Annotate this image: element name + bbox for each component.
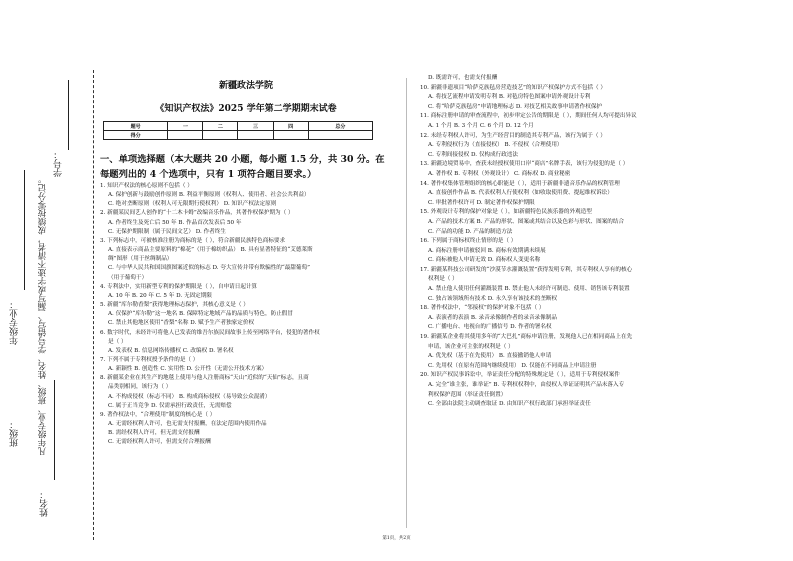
question-option: A. 优先权（基于在先使用） B. 直接撤销他人申请 [428,353,552,360]
question-option: A. 将技艺流程申请发明专利 B. 对毡房特色图案申请外观设计专利 [428,94,591,101]
question-option: C. 将“哈萨克族毡房”申请地理标志 D. 对技艺相关故事申请著作权保护 [428,103,603,110]
question-option: 绸”图形（用于丝绸制品） [108,256,173,263]
question-option: A. 仅保护“库尔勒”这一地名 B. 保障特定地域产品的品质与特色，防止假冒 [108,311,293,318]
question-option: A. 禁止他人使用任何灌溉装置 B. 禁止他人未经许可制造、使用、销售该专利装置 [428,286,630,293]
question-option: A. 发表权 B. 信息网络传播权 C. 改编权 D. 署名权 [108,347,234,354]
score-cell: 二 [203,122,238,131]
column-divider [406,78,407,528]
binding-margin [0,0,96,561]
question-option: C. 禁止其他地区使用“香梨”名称 D. 赋予生产者独家定价权 [108,320,255,327]
question-stem: 14. 著作权集体管理组织的核心职能是（ ），适用于新疆非遗音乐作品的权利管理 [420,180,620,187]
question-option: C. 先用权（在原有范围内继续使用） D. 仅能在不同商品上申请注册 [428,362,597,369]
score-cell: 一 [168,122,203,131]
binding-warning: 凡年级专业、班级、姓名、学号错写、漏写或字迹不清者，成绩按零分记。 [38,175,48,456]
question-stem: 19. 新疆某企业将其使用多年的“大巴扎”商标申请注册，发现他人已在相同商品上在先 [420,334,633,341]
question-option: A. 直接创作作品 B. 代表权利人行使权利（如收取使用费、提起维权诉讼） [428,190,613,197]
question-option: A. 表演者的表演 B. 录音录像制作者的录音录像制品 [428,314,557,321]
question-option: A. 无需经权利人许可，也无需支付报酬，在法定范围内使用作品 [108,421,267,428]
question-option: B. 需经权利人许可，但无需支付报酬 [108,430,200,437]
score-table [103,121,373,140]
class-label: 班级： [10,420,20,447]
question-option: C. 独占该领域所有技术 D. 永久享有该技术的垄断权 [428,295,558,302]
question-option: C. 绝对垄断原则（权利人可无限期行使权利） D. 知识产权法定原则 [108,201,277,208]
score-table-header-row [104,122,373,131]
question-option: A. 完全“谁主张，谁举证” B. 专利权权利中，由侵权人举证证明其产品未落入专 [428,382,625,388]
question-option: 品类别相同，该行为（ ） [108,384,172,391]
id-underline [68,80,69,150]
right-column [420,74,770,410]
question-stem: 6. 数字时代，未经许可将他人已发表的维吾尔族民间故事上传至网络平台，侵犯的著作权 [100,329,320,336]
question-stem: 17. 新疆某科技公司研发的“沙漠节水灌溉装置”获得发明专利，其专利权人享有的核心 [420,266,633,273]
score-input-cell[interactable] [238,131,273,140]
question-option: D. 既需许可，也需支付报酬 [428,75,498,81]
question-option: 是（ ） [108,338,127,345]
score-cell: 总分 [308,122,372,131]
question-option: A. 10 年 B. 20 年 C. 5 年 D. 无固定期限 [108,292,212,299]
student-id-label: 学号： [54,150,64,177]
section-heading-line: 每题列出的 4 个选项中，只有 1 项符合题目要求。） [100,169,317,180]
left-column [100,78,392,448]
question-stem: 4. 专利法中，实用新型专利的保护期限是（ ），自申请日起计算 [100,283,258,290]
question-option: 权利是（ ） [428,276,458,283]
question-stem: 11. 商标注册申请的审查流程中，初步审定公告的期限是（ ），期间任何人均可提出异议 [420,113,637,120]
question-option: C. 审批著作权许可 D. 制定著作权保护期限 [428,199,535,206]
question-option: A. 新颖性 B. 创造性 C. 实用性 D. 公开性（无需公开技术方案） [108,366,268,373]
question-option: A. 专利侵权行为（直接侵权） B. 不侵权（合理使用） [428,142,563,149]
question-option: C. 广播电台、电视台的广播信号 D. 作者的署名权 [428,324,552,331]
question-option: A. 商标注册申请被驳回 B. 商标有效期满未续展 [428,247,546,254]
question-option: C. 无保护期限制（属于民间文艺） D. 作者终生 [108,228,226,235]
question-stem: 8. 新疆某企业在其生产的地毯上使用与他人注册商标“天山”近似的“天仙”标志，且商 [100,375,309,382]
question-stem: 13. 新疆边境贸易中，查获未经授权使用口岸“商店”名牌手表，该行为侵犯的是（ ） [420,161,629,168]
question-stem: 3. 下列标志中，可被核准注册为商标的是（ ），符合新疆民族特色商标要求 [100,237,286,244]
name-label: 姓名： [40,490,50,517]
score-cell: 四 [273,122,308,131]
question-stem: 1. 知识产权法的核心原则不包括（ ） [100,183,193,189]
question-stem: 12. 未经专利权人许可，为生产经营目的制造其专利产品，该行为属于（ ） [420,132,606,139]
exam-title: 《知识产权法》2025 学年第二学期期末试卷 [155,104,337,114]
question-list [420,74,770,410]
grade-major-label: 年级专业： [10,300,20,345]
question-stem: 7. 下列不属于专利权授予条件的是（ ） [100,356,199,363]
question-stem: 20. 知识产权民事诉讼中，举证责任分配的特殊规定是（ ），适用于专利侵权案件 [420,372,620,379]
question-option: C. 属于正当竞争 D. 仅需承担行政责任，无需赔偿 [108,402,232,409]
question-stem: 15. 外观设计专利的保护对象是（ ），如新疆特色民族乐器的外观造型 [420,209,592,216]
question-stem: 2. 新疆某民间艺人创作的“十二木卡姆”改编音乐作品，其著作权保护期为（ ） [100,210,294,217]
question-stem: 9. 著作权法中，“合理使用”制度的核心是（ ） [100,411,216,418]
question-option: A. 著作权 B. 专利权（外观设计） C. 商标权 D. 商业秘密 [428,170,571,177]
question-stem: 10. 新疆非遗项目“哈萨克族毡房营造技艺”的知识产权保护方式不包括（ ） [420,84,606,91]
question-option: A. 直接表示商品主要原料的“棉花”（用于棉纺织品） B. 具有显著特征的“艾德莱斯 [108,247,313,254]
score-cell: 三 [238,122,273,131]
question-option: A. 1 个月 B. 3 个月 C. 6 个月 D. 12 个月 [428,122,534,129]
question-option: 申请，该企业可主张的权利是（ ） [428,343,514,350]
score-cell: 题号 [104,122,168,131]
question-option: C. 与中华人民共和国国旗图案近似的标志 D. 夸大宣传并带有欺骗性的“最甜葡萄” [108,265,310,272]
question-stem: 16. 下列属于商标权终止情形的是（ ） [420,238,517,245]
question-option: C. 商标被他人申请无效 D. 商标权人变更名称 [428,257,541,264]
question-option: 利权保护范围（举证责任倒置） [428,391,507,398]
question-option: A. 保护创新与鼓励创作原则 B. 利益平衡原则（权利人、使用者、社会公共利益） [108,192,310,199]
binding-dashed-line [93,70,94,540]
question-option: A. 产品的技术方案 B. 产品的形状、图案或其结合以及色彩与形状、图案的结合 [428,218,625,225]
major-underline [24,170,25,290]
question-stem: 5. 新疆“库尔勒香梨”获得地理标志保护，其核心意义是（ ） [100,302,249,309]
question-option: A. 不构成侵权（标志不同） B. 构成商标侵权（易导致公众混淆） [108,393,271,400]
question-option: C. 全部由法院主动调查取证 D. 由知识产权行政部门承担举证责任 [428,401,591,408]
score-input-cell[interactable] [273,131,308,140]
question-list [100,182,392,448]
question-option: C. 无需经权利人许可，但需支付合理报酬 [108,439,211,446]
score-cell: 得分 [104,131,168,140]
score-input-cell[interactable] [168,131,203,140]
question-option: C. 产品的功能 D. 产品的制造方法 [428,228,513,235]
section-heading-line: 一、单项选择题（本大题共 20 小题，每小题 1.5 分，共 30 分。在 [100,154,385,165]
question-option: A. 作者终生及死亡后 50 年 B. 作品首次发表后 50 年 [108,219,242,226]
question-option: （用于葡萄干） [108,274,148,281]
section-heading [100,152,392,182]
school-name: 新疆政法学院 [218,81,273,91]
score-input-cell[interactable] [203,131,238,140]
question-option: C. 专利间接侵权 D. 仅构成行政违法 [428,151,518,158]
question-stem: 18. 著作权法中，“邻接权”的保护对象不包括（ ） [420,305,545,312]
score-table-score-row [104,131,373,140]
name-underline [54,380,55,480]
score-input-cell[interactable] [308,131,372,140]
page-number: 第1页，共2页 [382,536,411,541]
